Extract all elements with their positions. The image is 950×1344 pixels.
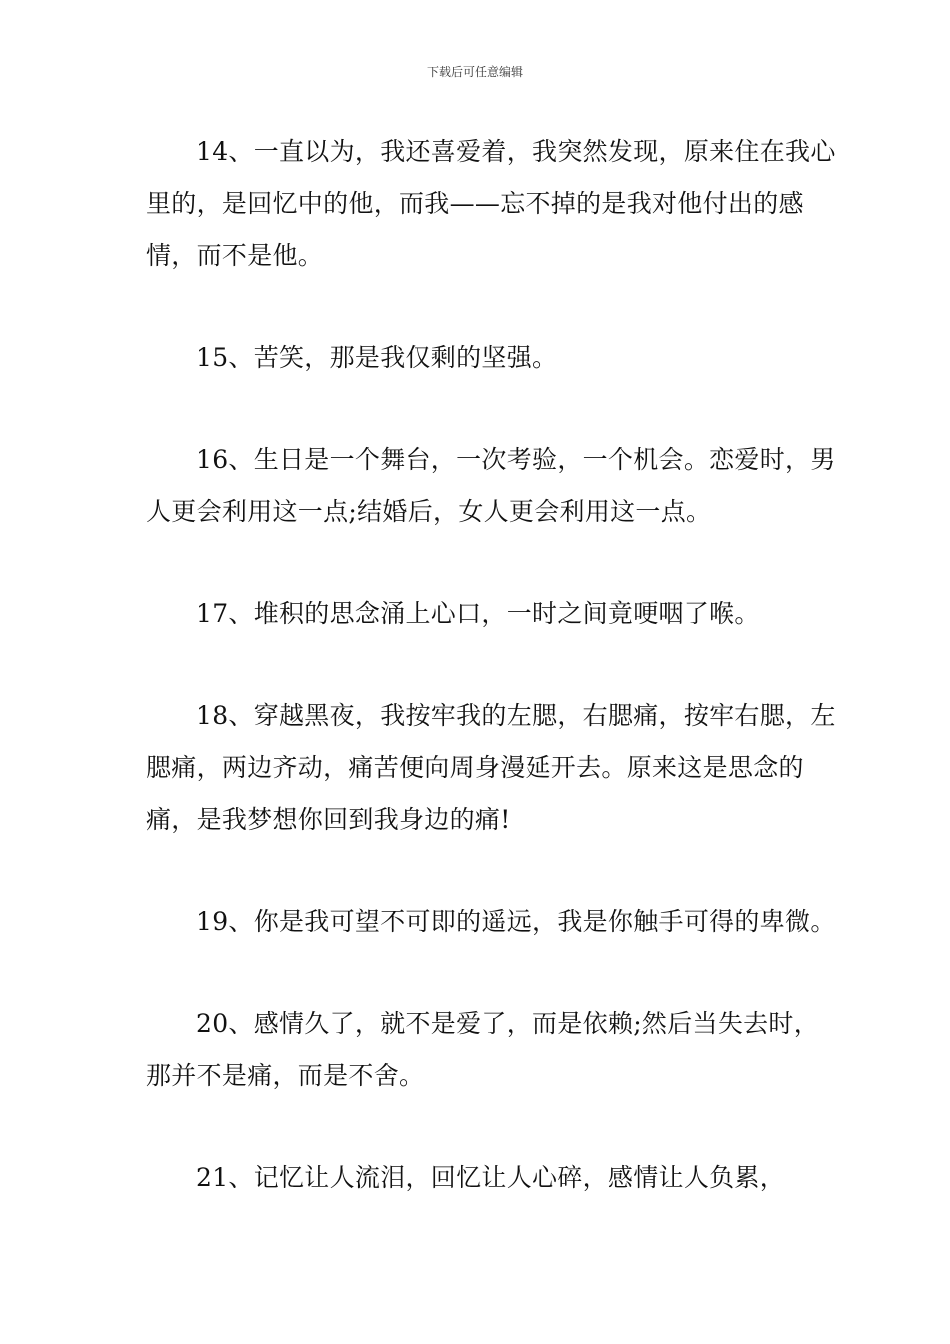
- paragraph-15: 15、苦笑，那是我仅剩的坚强。: [196, 343, 558, 372]
- page-header: 下载后可任意编辑: [426, 65, 523, 79]
- document-body: [146, 126, 836, 1254]
- paragraph-21: 21、记忆让人流泪，回忆让人心碎，感情让人负累，: [196, 1163, 786, 1192]
- paragraph-17: 17、堆积的思念涌上心口，一时之间竟哽咽了喉。: [196, 599, 760, 628]
- paragraph-18: 18、穿越黑夜，我按牢我的左腮，右腮痛，按牢右腮，左腮痛，两边齐动，痛苦便向周身漫延开去。原来这是思念的痛，是我梦想你回到我身边的痛!: [146, 701, 836, 834]
- paragraph-20: 20、感情久了，就不是爱了，而是依赖;然后当失去时，那并不是痛，而是不舍。: [146, 1009, 820, 1090]
- paragraph-16: 16、生日是一个舞台，一次考验，一个机会。恋爱时，男人更会利用这一点;结婚后，女人更会利用这一点。: [146, 445, 836, 526]
- paragraph-14: 14、一直以为，我还喜爱着，我突然发现，原来住在我心里的，是回忆中的他，而我——忘不掉的是我对他付出的感情，而不是他。: [146, 137, 836, 270]
- paragraph-19: 19、你是我可望不可即的遥远，我是你触手可得的卑微。: [196, 907, 836, 936]
